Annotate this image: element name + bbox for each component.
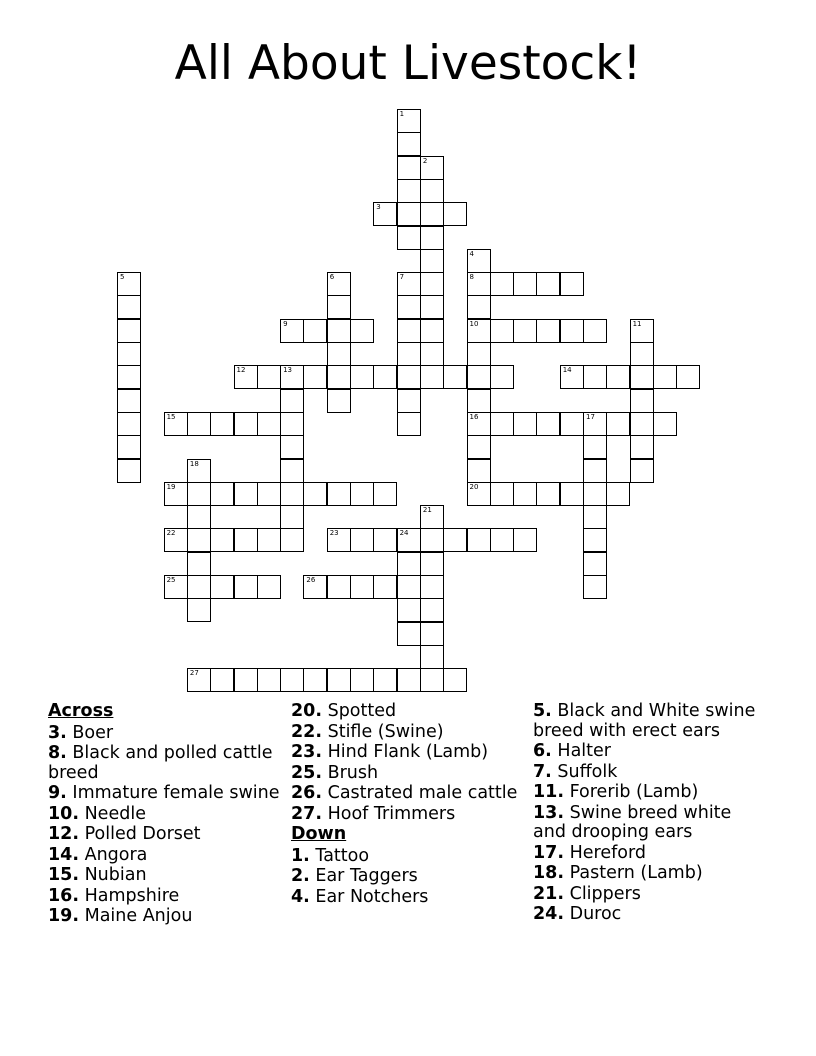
grid-cell[interactable]	[303, 319, 327, 343]
grid-cell[interactable]	[210, 412, 234, 436]
grid-cell[interactable]	[397, 179, 421, 203]
grid-cell[interactable]	[280, 528, 304, 552]
grid-cell[interactable]	[397, 552, 421, 576]
grid-cell[interactable]	[653, 365, 677, 389]
clue-number: 5	[120, 273, 125, 282]
grid-cell[interactable]	[350, 482, 374, 506]
grid-cell[interactable]	[420, 319, 444, 343]
grid-cell[interactable]	[117, 435, 141, 459]
clue-number: 25	[166, 576, 176, 584]
grid-cell[interactable]	[420, 365, 444, 389]
grid-cell[interactable]	[467, 459, 491, 483]
grid-cell[interactable]	[490, 319, 514, 343]
grid-cell[interactable]	[280, 389, 304, 413]
grid-cell[interactable]	[606, 412, 630, 436]
grid-cell[interactable]	[630, 435, 654, 459]
grid-cell[interactable]	[234, 575, 258, 599]
grid-cell[interactable]	[536, 412, 560, 436]
grid-cell[interactable]	[467, 249, 491, 273]
grid-cell[interactable]	[583, 505, 607, 529]
grid-cell[interactable]	[397, 575, 421, 599]
clue-column-3	[533, 702, 763, 926]
grid-cell[interactable]	[420, 179, 444, 203]
grid-cell[interactable]	[210, 575, 234, 599]
grid-cell[interactable]	[560, 482, 584, 506]
grid-cell[interactable]	[420, 622, 444, 646]
grid-cell[interactable]	[560, 412, 584, 436]
grid-cell[interactable]	[583, 482, 607, 506]
grid-cell[interactable]	[583, 412, 607, 436]
clue-number: 13	[283, 366, 293, 375]
grid-cell[interactable]	[420, 226, 444, 250]
grid-cell[interactable]	[164, 575, 188, 599]
grid-cell[interactable]	[443, 528, 467, 552]
grid-cell[interactable]	[164, 528, 188, 552]
grid-cell[interactable]	[420, 668, 444, 692]
grid-cell[interactable]	[397, 389, 421, 413]
grid-cell[interactable]	[350, 365, 374, 389]
grid-cell[interactable]	[467, 272, 491, 296]
grid-cell[interactable]	[187, 459, 211, 483]
grid-cell[interactable]	[420, 575, 444, 599]
grid-cell[interactable]	[653, 412, 677, 436]
grid-cell[interactable]	[583, 319, 607, 343]
clue-number: 4	[469, 249, 474, 258]
grid-cell[interactable]	[513, 272, 537, 296]
grid-cell[interactable]	[606, 365, 630, 389]
grid-cell[interactable]	[490, 412, 514, 436]
clue-number: 27	[189, 669, 199, 678]
grid-cell[interactable]	[630, 319, 654, 343]
grid-cell[interactable]	[164, 482, 188, 506]
grid-cell[interactable]	[630, 365, 654, 389]
grid-cell[interactable]	[443, 202, 467, 226]
clue-down-13: 13. Swine breed white and drooping ears	[533, 802, 732, 842]
clue-column-2	[291, 702, 531, 908]
grid-cell[interactable]	[303, 365, 327, 389]
clue-number: 3	[376, 203, 381, 212]
grid-cell[interactable]	[443, 365, 467, 389]
grid-cell[interactable]	[327, 342, 351, 366]
grid-cell[interactable]	[373, 482, 397, 506]
grid-cell[interactable]	[397, 319, 421, 343]
grid-cell[interactable]	[397, 668, 421, 692]
grid-cell[interactable]	[443, 668, 467, 692]
grid-cell[interactable]	[583, 365, 607, 389]
grid-cell[interactable]	[373, 365, 397, 389]
grid-cell[interactable]	[397, 109, 421, 133]
grid-cell[interactable]	[373, 202, 397, 226]
clue-number: 7	[399, 273, 405, 282]
grid-cell[interactable]	[560, 272, 584, 296]
grid-cell[interactable]	[280, 482, 304, 506]
grid-cell[interactable]	[350, 319, 374, 343]
grid-cell[interactable]	[583, 459, 607, 483]
grid-cell[interactable]	[280, 435, 304, 459]
grid-cell[interactable]	[257, 482, 281, 506]
clue-number: 19	[166, 482, 176, 491]
grid-cell[interactable]	[420, 295, 444, 319]
clue-across-3: 3. Boer	[48, 722, 114, 743]
grid-cell[interactable]	[513, 482, 537, 506]
clue-number: 26	[306, 576, 316, 584]
grid-cell[interactable]	[327, 482, 351, 506]
clue-number: 24	[399, 529, 409, 538]
clue-number: 16	[469, 412, 479, 421]
grid-cell[interactable]	[467, 528, 491, 552]
clue-across-8: 8. Black and polled cattle breed	[48, 743, 273, 783]
grid-cell[interactable]	[117, 295, 141, 319]
grid-cell[interactable]	[583, 552, 607, 576]
clue-number: 20	[469, 482, 479, 491]
grid-cell[interactable]	[210, 482, 234, 506]
grid-cell[interactable]	[303, 482, 327, 506]
clue-down-21: 21. Clippers	[533, 883, 641, 904]
grid-cell[interactable]	[420, 645, 444, 669]
clue-down-11: 11. Forerib (Lamb)	[533, 782, 699, 802]
grid-cell[interactable]	[536, 272, 560, 296]
grid-cell[interactable]	[187, 528, 211, 552]
clue-across-25: 25. Brush	[291, 762, 379, 783]
clue-across-12: 12. Polled Dorset	[48, 824, 201, 844]
grid-cell[interactable]	[327, 272, 351, 296]
grid-cell[interactable]	[467, 435, 491, 459]
clue-down-4: 4. Ear Notchers	[291, 886, 429, 907]
grid-cell[interactable]	[397, 622, 421, 646]
grid-cell[interactable]	[257, 365, 281, 389]
down-heading: Down	[291, 824, 347, 844]
clue-number: 21	[422, 506, 432, 515]
clue-across-26: 26. Castrated male cattle	[291, 783, 518, 803]
clue-down-6: 6. Halter	[533, 741, 611, 761]
grid-cell[interactable]	[420, 272, 444, 296]
grid-cell[interactable]	[560, 365, 584, 389]
clue-across-23: 23. Hind Flank (Lamb)	[291, 742, 489, 762]
grid-cell[interactable]	[630, 389, 654, 413]
clue-number: 9	[283, 319, 288, 328]
grid-cell[interactable]	[560, 319, 584, 343]
grid-cell[interactable]	[420, 528, 444, 552]
grid-cell[interactable]	[420, 202, 444, 226]
grid-cell[interactable]	[303, 575, 327, 599]
grid-cell[interactable]	[583, 528, 607, 552]
grid-cell[interactable]	[303, 668, 327, 692]
grid-cell[interactable]	[513, 412, 537, 436]
clue-across-27: 27. Hoof Trimmers	[291, 803, 456, 824]
clue-across-15: 15. Nubian	[48, 865, 147, 885]
grid-cell[interactable]	[327, 365, 351, 389]
grid-cell[interactable]	[117, 272, 141, 296]
grid-cell[interactable]	[420, 249, 444, 273]
grid-cell[interactable]	[373, 528, 397, 552]
grid-cell[interactable]	[467, 319, 491, 343]
grid-cell[interactable]	[210, 668, 234, 692]
grid-cell[interactable]	[397, 132, 421, 156]
grid-cell[interactable]	[397, 295, 421, 319]
grid-cell[interactable]	[280, 668, 304, 692]
grid-cell[interactable]	[467, 482, 491, 506]
grid-cell[interactable]	[117, 412, 141, 436]
grid-cell[interactable]	[630, 412, 654, 436]
clue-number: 8	[469, 273, 474, 282]
grid-cell[interactable]	[397, 412, 421, 436]
grid-cell[interactable]	[280, 505, 304, 529]
grid-cell[interactable]	[373, 575, 397, 599]
grid-cell[interactable]	[187, 412, 211, 436]
grid-cell[interactable]	[327, 528, 351, 552]
clue-across-14: 14. Angora	[48, 844, 148, 865]
grid-cell[interactable]	[467, 389, 491, 413]
grid-cell[interactable]	[490, 272, 514, 296]
grid-cell[interactable]	[234, 412, 258, 436]
clue-across-19: 19. Maine Anjou	[48, 906, 193, 926]
clue-across-9: 9. Immature female swine	[48, 783, 280, 803]
clue-down-18: 18. Pastern (Lamb)	[533, 863, 703, 883]
grid-cell[interactable]	[234, 365, 258, 389]
clue-number: 2	[422, 156, 428, 165]
grid-cell[interactable]	[467, 412, 491, 436]
clue-number: 12	[236, 366, 246, 375]
clue-down-1: 1. Tattoo	[291, 845, 370, 866]
grid-cell[interactable]	[327, 389, 351, 413]
grid-cell[interactable]	[490, 528, 514, 552]
clue-number: 11	[632, 319, 642, 328]
grid-cell[interactable]	[397, 272, 421, 296]
clue-number: 6	[329, 273, 335, 282]
grid-cell[interactable]	[280, 319, 304, 343]
grid-cell[interactable]	[117, 459, 141, 483]
grid-cell[interactable]	[467, 295, 491, 319]
clue-across-20: 20. Spotted	[291, 701, 397, 721]
grid-cell[interactable]	[350, 575, 374, 599]
grid-cell[interactable]	[397, 598, 421, 622]
grid-cell[interactable]	[397, 365, 421, 389]
grid-cell[interactable]	[513, 528, 537, 552]
clue-down-2: 2. Ear Taggers	[291, 866, 418, 886]
grid-cell[interactable]	[397, 528, 421, 552]
grid-cell[interactable]	[164, 412, 188, 436]
grid-cell[interactable]	[536, 319, 560, 343]
grid-cell[interactable]	[350, 528, 374, 552]
grid-cell[interactable]	[117, 319, 141, 343]
grid-cell[interactable]	[117, 342, 141, 366]
grid-cell[interactable]	[397, 156, 421, 180]
clue-number: 10	[469, 319, 479, 328]
grid-cell[interactable]	[187, 598, 211, 622]
grid-cell[interactable]	[397, 202, 421, 226]
clue-number: 14	[562, 366, 572, 375]
grid-cell[interactable]	[676, 365, 700, 389]
grid-cell[interactable]	[280, 365, 304, 389]
grid-cell[interactable]	[490, 365, 514, 389]
grid-cell[interactable]	[327, 668, 351, 692]
clue-down-24: 24. Duroc	[533, 904, 622, 924]
clue-across-10: 10. Needle	[48, 803, 146, 824]
grid-cell[interactable]	[373, 668, 397, 692]
clue-number: 1	[399, 110, 405, 118]
grid-cell[interactable]	[420, 342, 444, 366]
grid-cell[interactable]	[187, 668, 211, 692]
clue-across-22: 22. Stifle (Swine)	[291, 721, 444, 742]
grid-cell[interactable]	[187, 482, 211, 506]
clue-number: 23	[329, 529, 339, 538]
grid-cell[interactable]	[420, 552, 444, 576]
grid-cell[interactable]	[420, 156, 444, 180]
grid-cell[interactable]	[583, 575, 607, 599]
grid-cell[interactable]	[327, 319, 351, 343]
grid-cell[interactable]	[257, 412, 281, 436]
grid-cell[interactable]	[583, 435, 607, 459]
across-heading: Across	[48, 701, 114, 721]
grid-cell[interactable]	[397, 342, 421, 366]
grid-cell[interactable]	[257, 528, 281, 552]
grid-cell[interactable]	[257, 668, 281, 692]
grid-cell[interactable]	[606, 482, 630, 506]
grid-cell[interactable]	[350, 668, 374, 692]
grid-cell[interactable]	[210, 528, 234, 552]
clue-number: 22	[166, 529, 176, 538]
clue-number: 18	[189, 459, 199, 468]
grid-cell[interactable]	[187, 552, 211, 576]
clue-down-7: 7. Suffolk	[533, 761, 618, 782]
clue-down-17: 17. Hereford	[533, 842, 646, 863]
grid-cell[interactable]	[234, 668, 258, 692]
grid-cell[interactable]	[280, 412, 304, 436]
grid-cell[interactable]	[513, 319, 537, 343]
clue-number: 17	[586, 412, 595, 421]
grid-cell[interactable]	[420, 505, 444, 529]
grid-cell[interactable]	[187, 505, 211, 529]
grid-cell[interactable]	[630, 342, 654, 366]
grid-cell[interactable]	[490, 482, 514, 506]
grid-cell[interactable]	[327, 295, 351, 319]
grid-cell[interactable]	[397, 226, 421, 250]
grid-cell[interactable]	[327, 575, 351, 599]
grid-cell[interactable]	[280, 459, 304, 483]
grid-cell[interactable]	[234, 528, 258, 552]
grid-cell[interactable]	[187, 575, 211, 599]
grid-cell[interactable]	[234, 482, 258, 506]
grid-cell[interactable]	[467, 342, 491, 366]
clue-down-5: 5. Black and White swine breed with erect ears	[533, 701, 756, 741]
clue-across-16: 16. Hampshire	[48, 885, 180, 906]
grid-cell[interactable]	[536, 482, 560, 506]
clue-column-1	[48, 702, 288, 928]
grid-cell[interactable]	[420, 598, 444, 622]
clue-number: 15	[166, 412, 176, 421]
grid-cell[interactable]	[117, 365, 141, 389]
grid-cell[interactable]	[117, 389, 141, 413]
puzzle-title: All About Livestock!	[174, 36, 642, 91]
grid-cell[interactable]	[467, 365, 491, 389]
grid-cell[interactable]	[630, 459, 654, 483]
grid-cell[interactable]	[257, 575, 281, 599]
